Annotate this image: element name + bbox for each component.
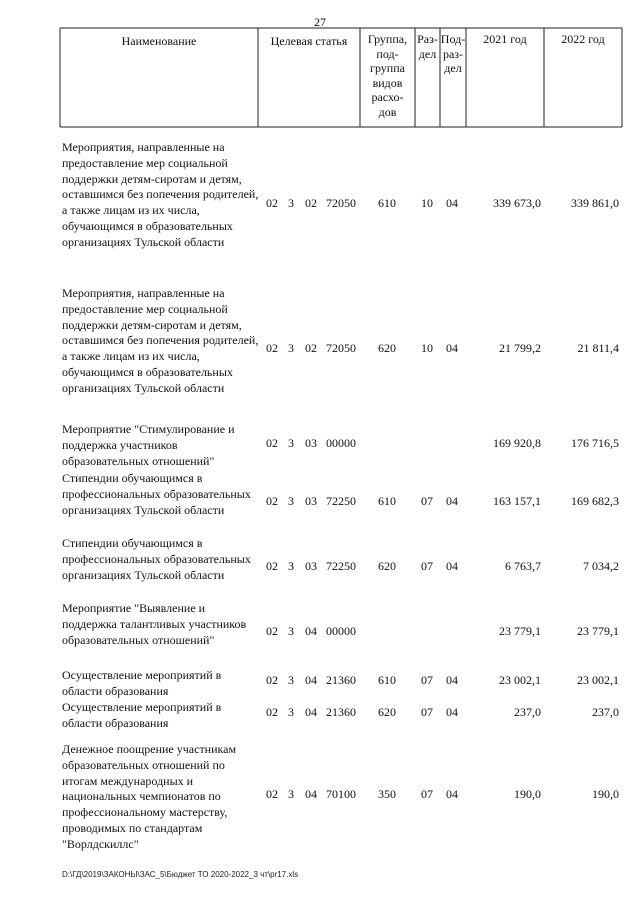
row-amount-2021: 339 673,0 [493,196,541,210]
header-2022: 2022 год [561,32,605,46]
row-amount-2022: 21 811,4 [577,341,619,355]
row-subsection: 04 [446,341,458,355]
row-amount-2022: 237,0 [592,705,619,719]
row-code-program: 02 [266,624,278,638]
row-code-subprogram: 3 [288,436,294,450]
row-code-activity: 04 [305,624,317,638]
row-subsection: 04 [446,673,458,687]
row-code-program: 02 [266,705,278,719]
row-code-direction: 72250 [326,559,356,573]
row-amount-2022: 23 002,1 [577,673,619,687]
row-section: 10 [421,341,433,355]
row-name: Мероприятие "Стимулирование и поддержка участников образовательных отношений" [62,422,235,468]
row-code-program: 02 [266,673,278,687]
row-subsection: 04 [446,705,458,719]
row-code-subprogram: 3 [288,341,294,355]
row-amount-2021: 237,0 [514,705,541,719]
row-code-activity: 03 [305,559,317,573]
row-code-direction: 72250 [326,494,356,508]
row-amount-2022: 190,0 [592,787,619,801]
row-amount-2021: 23 002,1 [499,673,541,687]
row-code-activity: 04 [305,673,317,687]
row-section: 07 [421,494,433,508]
row-section: 07 [421,673,433,687]
row-code-direction: 72050 [326,196,356,210]
row-name: Мероприятие "Выявление и поддержка талантливых участников образовательных отношений" [62,601,247,647]
row-code-direction: 21360 [326,673,356,687]
row-name: Стипендии обучающимся в профессиональных образовательных организациях Тульской области [62,536,251,582]
header-subsection: Под- раз- дел [440,32,466,75]
row-group: 610 [378,196,396,210]
header-name: Наименование [121,34,197,48]
row-section: 10 [421,196,433,210]
row-code-subprogram: 3 [288,624,294,638]
row-group: 610 [378,673,396,687]
row-section: 07 [421,705,433,719]
row-name: Мероприятия, направленные на предоставление мер социальной поддержки детям-сиротам и детям, оставшимся без попечения родителей, а также лицам из их числа, обучающимся в образовательных организациях Тульской области [62,286,259,395]
row-group: 610 [378,494,396,508]
row-group: 350 [378,787,396,801]
row-amount-2021: 163 157,1 [493,494,541,508]
row-code-activity: 03 [305,436,317,450]
row-code-subprogram: 3 [288,196,294,210]
row-subsection: 04 [446,494,458,508]
header-target-article: Целевая статья [270,34,348,48]
header-section: Раз- дел [417,32,438,61]
row-name: Осуществление мероприятий в области образования [62,700,222,730]
row-code-activity: 04 [305,787,317,801]
row-code-direction: 70100 [326,787,356,801]
row-amount-2021: 169 920,8 [493,436,541,450]
row-code-program: 02 [266,196,278,210]
row-code-subprogram: 3 [288,787,294,801]
row-code-activity: 03 [305,494,317,508]
row-section: 07 [421,787,433,801]
row-subsection: 04 [446,787,458,801]
row-code-direction: 00000 [326,624,356,638]
row-code-subprogram: 3 [288,673,294,687]
row-code-subprogram: 3 [288,494,294,508]
row-group: 620 [378,705,396,719]
row-amount-2021: 190,0 [514,787,541,801]
row-group: 620 [378,341,396,355]
row-code-activity: 02 [305,341,317,355]
row-code-direction: 00000 [326,436,356,450]
row-amount-2022: 176 716,5 [571,436,619,450]
header-expense-group: Группа, под- группа видов расхо- дов [367,32,408,119]
row-code-direction: 21360 [326,705,356,719]
row-code-program: 02 [266,787,278,801]
row-amount-2022: 169 682,3 [571,494,619,508]
row-code-program: 02 [266,436,278,450]
row-group: 620 [378,559,396,573]
row-code-program: 02 [266,341,278,355]
file-path-footer: D:\ГД\2019\ЗАКОНЫ\ЗАС_5\Бюджет ТО 2020-2022_3 чт\pr17.xls [62,870,299,879]
row-name: Стипендии обучающимся в профессиональных образовательных организациях Тульской области [62,471,251,517]
row-amount-2021: 6 763,7 [505,559,541,573]
row-section: 07 [421,559,433,573]
header-2021: 2021 год [483,32,527,46]
row-subsection: 04 [446,196,458,210]
row-code-program: 02 [266,494,278,508]
row-name: Мероприятия, направленные на предоставление мер социальной поддержки детям-сиротам и детям, оставшимся без попечения родителей, а также лицам из их числа, обучающимся в образовательных организациях Тульской области [62,140,259,249]
row-code-subprogram: 3 [288,705,294,719]
row-code-activity: 04 [305,705,317,719]
row-amount-2022: 23 779,1 [577,624,619,638]
row-name: Денежное поощрение участникам образовательных отношений по итогам международных и национальных чемпионатов по профессиональному мастерству, проводимых по стандартам "Ворлдскиллс" [62,742,237,851]
row-name: Осуществление мероприятий в области образования [62,668,222,698]
row-code-activity: 02 [305,196,317,210]
row-amount-2021: 21 799,2 [499,341,541,355]
row-code-subprogram: 3 [288,559,294,573]
row-amount-2022: 7 034,2 [583,559,619,573]
row-amount-2022: 339 861,0 [571,196,619,210]
row-amount-2021: 23 779,1 [499,624,541,638]
row-code-program: 02 [266,559,278,573]
row-subsection: 04 [446,559,458,573]
page-number: 27 [314,15,326,29]
row-code-direction: 72050 [326,341,356,355]
